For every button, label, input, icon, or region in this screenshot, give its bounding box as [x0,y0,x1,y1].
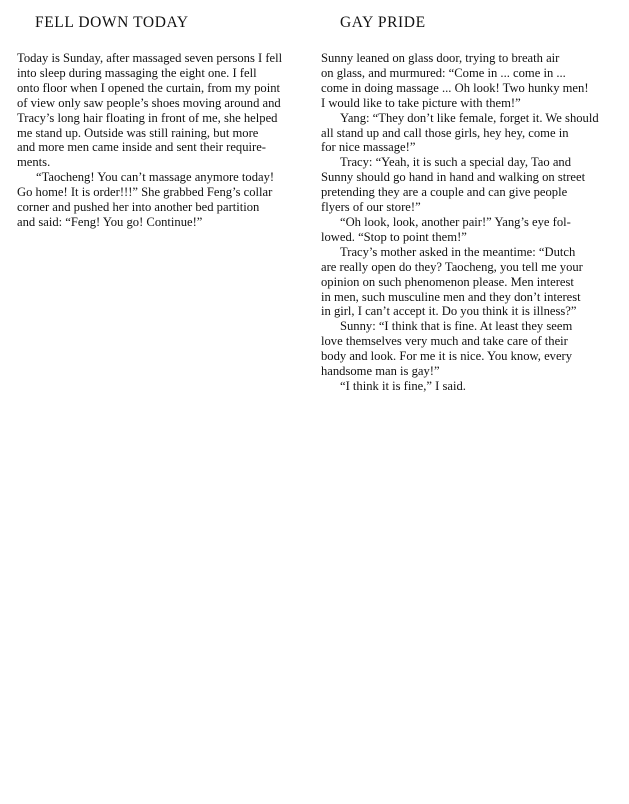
paragraph: Today is Sunday, after massaged seven persons I fell into sleep during massaging the eight one. I fell onto floor when I opened the curtain, from my point of view only saw people’s shoes moving around and Tracy’s long hair floating in front of me, she helped me stand up. Outside was still raining, but more and more men came inside and sent their require- ments. [17,51,283,170]
right-column [321,14,611,394]
paragraph: Tracy: “Yeah, it is such a special day, Tao and Sunny should go hand in hand and walking on street pretending they are a couple and can give people flyers of our store!” [321,155,586,215]
left-column [17,14,300,230]
paragraph: “I think it is fine,” I said. [340,378,466,393]
paragraph: Tracy’s mother asked in the meantime: “Dutch are really open do they? Taocheng, you tell me your opinion on such phenomenon please. Men interest in men, such musculine men and they don’t interest in girl, I can’t accept it. Do you think it is illness?” [321,244,583,319]
section-title-fell-down-today: FELL DOWN TODAY [35,14,189,31]
paragraph: Sunny: “I think that is fine. At least they seem love themselves very much and take care of their body and look. For me it is nice. You know, every handsome man is gay!” [321,319,573,379]
paragraph: Yang: “They don’t like female, forget it. We should all stand up and call those girls, hey hey, come in for nice massage!” [321,110,599,155]
paragraph: Sunny leaned on glass door, trying to breath air on glass, and murmured: “Come in ... come in ... come in doing massage ... Oh look! Two hunky men! I would like to take picture with them!” [321,51,589,110]
paragraph: “Taocheng! You can’t massage anymore today! Go home! It is order!!!” She grabbed Feng’s collar corner and pushed her into another bed partition and said: “Feng! You go! Continue!” [17,170,275,229]
section-title-gay-pride: GAY PRIDE [340,14,426,31]
paragraph: “Oh look, look, another pair!” Yang’s eye fol- lowed. “Stop to point them!” [321,214,571,244]
